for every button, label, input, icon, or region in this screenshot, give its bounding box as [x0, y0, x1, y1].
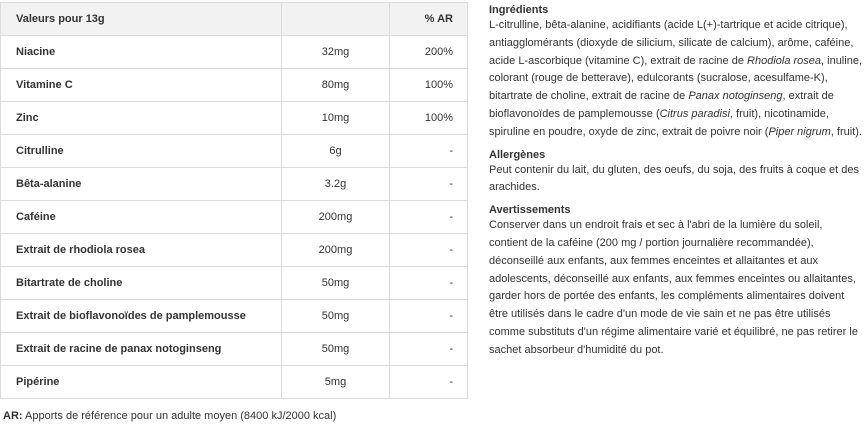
- nutrient-ar: 200%: [390, 36, 468, 69]
- header-amount: [282, 3, 390, 36]
- header-name: Valeurs pour 13g: [1, 3, 282, 36]
- nutrient-amount: 200mg: [282, 201, 390, 234]
- nutrient-ar: -: [390, 234, 468, 267]
- table-row: [1, 333, 468, 366]
- table-row: [1, 102, 468, 135]
- ingredients-section: [489, 3, 863, 142]
- ingredients-title: Ingrédients: [489, 4, 549, 16]
- table-header-row: [1, 3, 468, 36]
- table-row: [1, 36, 468, 69]
- allergens-section: [489, 148, 863, 198]
- nutrient-ar: -: [390, 300, 468, 333]
- footnote-text: Apports de référence pour un adulte moyen (8400 kJ/2000 kcal): [22, 410, 337, 422]
- nutrient-ar: -: [390, 168, 468, 201]
- warnings-title: Avertissements: [489, 204, 571, 217]
- nutrient-amount: 80mg: [282, 69, 390, 102]
- ingredients-text-part: , fruit), nicotinamide, spiruline en poudre, oxyde de zinc, extrait de poivre noir (: [489, 107, 829, 138]
- nutrient-amount: 5mg: [282, 366, 390, 399]
- table-row: [1, 168, 468, 201]
- table-row: [1, 300, 468, 333]
- nutrient-ar: -: [390, 333, 468, 366]
- footnote-label: AR:: [3, 410, 23, 422]
- table-row: [1, 234, 468, 267]
- nutrient-name: Citrulline: [1, 135, 282, 168]
- ingredients-text-part: , fruit).: [830, 125, 862, 138]
- nutrient-name: Zinc: [1, 102, 282, 135]
- table-row: [1, 267, 468, 300]
- latin-name: Rhodiola rosea: [747, 54, 822, 67]
- reference-footnote: [3, 410, 336, 422]
- nutrient-name: Caféine: [1, 201, 282, 234]
- latin-name: Panax notoginseng: [688, 90, 783, 103]
- nutrient-name: Pipérine: [1, 366, 282, 399]
- nutrient-ar: -: [390, 135, 468, 168]
- nutrient-amount: 50mg: [282, 267, 390, 300]
- table-row: [1, 201, 468, 234]
- nutrient-ar: -: [390, 366, 468, 399]
- nutrient-name: Extrait de bioflavonoïdes de pamplemousse: [1, 300, 282, 333]
- header-ar: % AR: [390, 3, 468, 36]
- nutrition-table: [0, 2, 468, 399]
- ingredients-text-part: L-citrulline, bêta-alanine, acidifiants (acide L(+)-tartrique et acide citrique), antiagglomérants (dioxyde de silicium, silicate de calcium), arôme, caféine, acide L-ascorbique (vitamine C), extrait de racine de: [489, 19, 854, 67]
- nutrient-amount: 50mg: [282, 333, 390, 366]
- warnings-text: Conserver dans un endroit frais et sec à l'abri de la lumière du soleil, contient de la caféine (200 mg / portion journalière recommandée), déconseillé aux enfants, aux femmes enceintes et allaitantes et aux adolescents, déconseillé aux enfants, aux femmes enceintes ou allaitantes, garder hors de portée des enfants, les compléments alimentaires doivent être utilisés dans le cadre d'un mode de vie sain et ne pas être utilisés comme substituts d'un régime alimentaire varié et équilibré, ne pas retirer le sachet absorbeur d'humidité du pot.: [489, 219, 858, 356]
- nutrient-amount: 10mg: [282, 102, 390, 135]
- nutrient-name: Niacine: [1, 36, 282, 69]
- product-info-panel: [489, 3, 863, 366]
- ingredients-text-part: , extrait de bioflavonoïdes de pamplemousse (: [489, 90, 834, 120]
- allergens-title: Allergènes: [489, 148, 546, 161]
- latin-name: Citrus paradisi: [659, 107, 730, 120]
- table-row: [1, 366, 468, 399]
- nutrient-ar: 100%: [390, 69, 468, 102]
- nutrient-amount: 200mg: [282, 234, 390, 267]
- nutrient-amount: 50mg: [282, 300, 390, 333]
- nutrient-amount: 6g: [282, 135, 390, 168]
- nutrient-amount: 32mg: [282, 36, 390, 69]
- table-row: [1, 135, 468, 168]
- nutrient-ar: -: [390, 267, 468, 300]
- ingredients-text-part: , inuline, colorant (rouge de betterave), edulcorants (sucralose, acesulfame-K), bitartrate de choline, extrait de racine de: [489, 54, 862, 103]
- nutrient-name: Extrait de racine de panax notoginseng: [1, 333, 282, 366]
- warnings-section: [489, 203, 863, 359]
- nutrient-name: Vitamine C: [1, 69, 282, 102]
- latin-name: Piper nigrum: [768, 125, 831, 138]
- table-row: [1, 69, 468, 102]
- nutrient-amount: 3.2g: [282, 168, 390, 201]
- nutrient-name: Extrait de rhodiola rosea: [1, 234, 282, 267]
- ingredients-text: [489, 17, 863, 142]
- nutrient-ar: -: [390, 201, 468, 234]
- allergens-text: Peut contenir du lait, du gluten, des oeufs, du soja, des fruits à coque et des arachides.: [489, 163, 859, 194]
- nutrient-name: Bêta-alanine: [1, 168, 282, 201]
- nutrient-ar: 100%: [390, 102, 468, 135]
- nutrient-name: Bitartrate de choline: [1, 267, 282, 300]
